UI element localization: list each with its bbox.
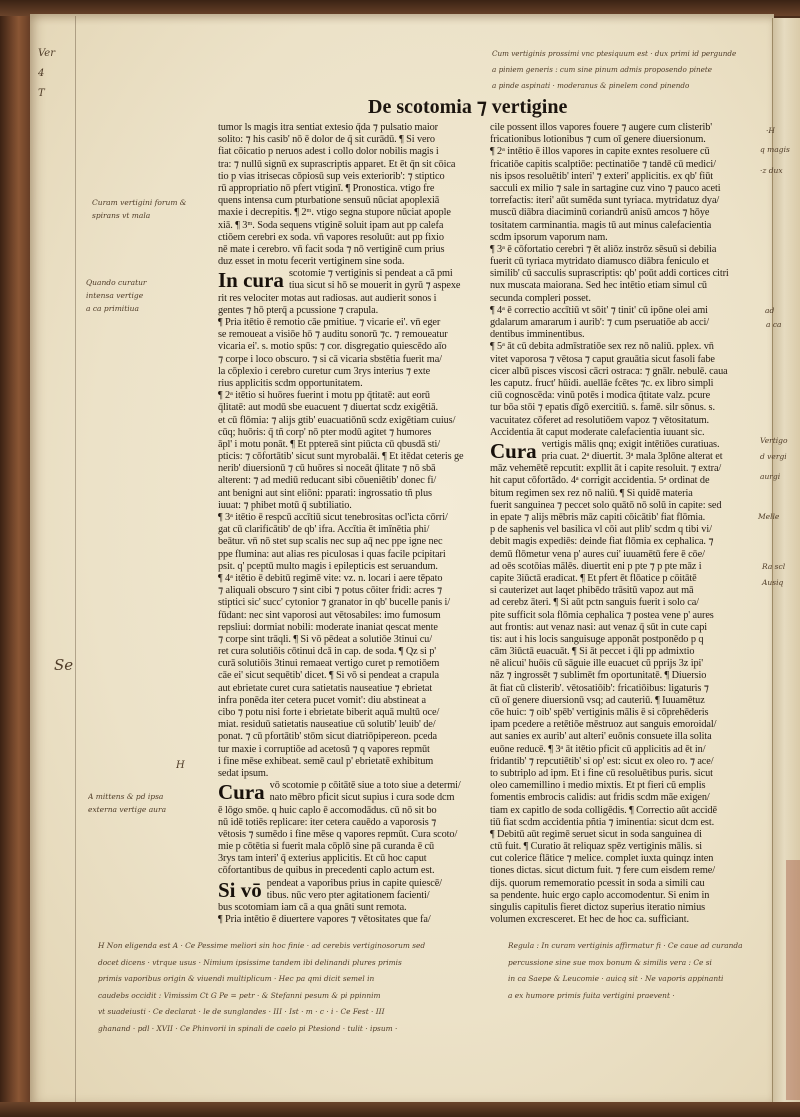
text-line: et cū flōmia: ⁊ alijs gtib' euacuatiōnū scdz exigētiam cuius/ — [218, 414, 456, 426]
right-text-column — [490, 122, 756, 932]
text-line: ad oēs scotōias mālēs. diuertit eni p pte ⁊ p pte māz i — [490, 560, 702, 572]
text-line: cū oī genere diuersionū vsq; ad cauteriū. ¶ Iuuamētuz — [490, 694, 705, 706]
text-line: tur bōa stōi ⁊ epatis dīgō exercitiū. s. famē. silr sōnus. s. — [490, 402, 715, 414]
text-line: dijs. quorum rememoratio pcessit in soda a simili cau — [490, 877, 705, 889]
text-line: Accidentia āt caput moderate calefacientia iuuant sic. — [490, 426, 705, 438]
text-line: miat. residuū satietatis nauseatiue cū solutib' leuib' de/ — [218, 719, 436, 731]
text-line: vicaria ei'. s. motio spūs: ⁊ cor. disgregatio quiescēdo aīo — [218, 341, 447, 353]
handwritten-line: in ca Saepe & Leucomie · auicq sit · Ne vaporis appinanti — [508, 974, 724, 983]
book-binding — [0, 0, 34, 1117]
text-line: solito: ⁊ his casib' nō ē dolor de q̄ sit curādū. ¶ Si vero — [218, 134, 435, 146]
drop-initial: Cura — [218, 780, 265, 805]
handwritten-line: Regula : In curam vertiginis affirmatur fi · Ce caue ad curanda — [508, 941, 743, 950]
text-line: oleo camemillino i medio mixtis. Et pt fieri cū emplis — [490, 780, 706, 792]
text-line: aut frontis: aut venaz nasi: aut venaz q̄ sūt in cute capi — [490, 621, 708, 633]
marginal-note-left-4 — [88, 790, 203, 816]
text-line: ciū cognoscēda: vinū potēs i modica q̄titate valz. pcure — [490, 390, 711, 402]
text-line: ctū fuit. ¶ Curatio āt reliquaz spēz vertiginis mālis. si — [490, 841, 703, 853]
initial-paragraph — [218, 780, 484, 804]
text-line: cile possent illos vapores fouere ⁊ augere cum clisterib' — [490, 122, 713, 133]
text-line: ponat. ⁊ cū pfortātib' stōm sicut diatriōpipereon. pceda — [218, 731, 437, 743]
drop-initial: Si vō — [218, 877, 262, 902]
text-line: ē lōgo smōe. q huic caplo ē accomodādus. cū nō sit bo — [218, 804, 437, 816]
right-margin-note: Ra scl — [762, 562, 786, 571]
text-line: fridantib' ⁊ repcutiētib' si op' est: sicut ex oleo ro. ⁊ ace/ — [490, 755, 714, 767]
text-line: tumor ls magis itra sentiat extesio q̄da ⁊ pulsatio maior — [218, 122, 439, 133]
text-line: sedat ipsum. — [218, 767, 269, 779]
text-line: maxie i decrepitis. ¶ 2ᵐ. vtigo segna stupore nūciat apople — [218, 207, 451, 219]
text-line: ⁊ aliquali obscuro ⁊ sint cibi ⁊ potus cōiter fridi: acres ⁊ — [218, 585, 443, 597]
text-line: ⁊ corpe i loco obscuro. ⁊ si cā vicaria sbstētia fuerit ma/ — [218, 353, 442, 365]
text-line: infra ponēda iter cetera pucet vomit': diu abstineat a — [218, 694, 427, 706]
text-line: ¶ Debitū aūt regimē seruet sicut in soda sanguinea di — [490, 828, 702, 840]
text-line: pite sufficit sola flōmia cephalica ⁊ postea vene p' aures — [490, 609, 714, 621]
handwritten-line: spirans vt mala — [92, 211, 151, 220]
handwritten-line: Ver — [38, 48, 56, 59]
handwritten-line: intensa vertige — [86, 291, 144, 300]
text-line: māz vehemētē repcutit: expllit āt i capite resoluit. ⁊ extra/ — [490, 463, 722, 475]
text-line: ¶ 3ᵃ ē cōfortatio cerebri ⁊ ēt aliōz instrōz sēsuū si debilia — [490, 243, 717, 255]
text-line: repsliui: dormiat nobili: moderate inaniat qescat mente — [218, 621, 438, 633]
marginal-note-left-2 — [86, 276, 204, 315]
text-line: ¶ 2ᵃ itētio si huōres fuerint i motu pp q̄titatē: aut eorū — [218, 390, 430, 402]
right-margin-note: Ausiq — [762, 578, 784, 587]
text-line: vō scotomie p cōitātē siue a toto siue a determi/ — [269, 780, 461, 792]
text-line: fiat cōicatio p neruos adest i collo dolor nobilis magis i — [218, 146, 439, 158]
text-line: pendeat a vaporibus prius in capite quiescē/ — [266, 877, 442, 889]
text-line: euōne reducē. ¶ 3ᵃ āt itētio pficit cū applicitis ad ēt in/ — [490, 743, 706, 755]
text-line: ¶ Pria intētio ē diuertere vapores ⁊ vētositates que fa/ — [218, 914, 431, 926]
text-line: fricationibus lotionibus ⁊ cum oī genere diuersionum. — [490, 134, 706, 146]
text-line: cibo ⁊ potu nisi forte i ebrietate biberit aquā multū oce/ — [218, 707, 440, 719]
text-line: muscū diābra diaciminū coriandrū anisū amcos ⁊ hōye — [490, 207, 710, 219]
chapter-heading: De scotomia ⁊ vertigine — [368, 96, 568, 118]
text-line: stiptici sic' succ' cytonior ⁊ granator in qb' bucelle panis i/ — [218, 597, 451, 609]
initial-paragraph-lines — [289, 268, 484, 292]
left-text-column — [218, 122, 484, 932]
text-line: ¶ 4ᵃ ē correctio accītiū vt sōit' ⁊ tinit' cū ipōne olei ami — [490, 304, 708, 316]
text-line: i fine mēse exhibeat. semē caul p' ebrietatē exhibitum — [218, 755, 434, 767]
text-line: ¶ 3ᵃ itētio ē respcū accītiū sicut tenebrositas ocl'icta cōrri/ — [218, 512, 448, 524]
text-line: fuerit sanguinea ⁊ peccet solo quātō nō solū in capite: sed — [490, 499, 722, 511]
text-line: volumen excresceret. Et hec de hoc ca. sufficiant. — [490, 914, 689, 926]
text-line: iuuat: ⁊ phibet motū q̄ subtiliatio. — [218, 499, 352, 511]
text-line: rit res velociter motas aut radiosas. aut audierit sonos i — [218, 292, 437, 304]
handwritten-line: ghanand · pdl · XVII · Ce Phinvorii in spinali de caelo pi Ptesiond · tulit · ipsum · — [98, 1023, 398, 1033]
text-line: nerib' diuersionū ⁊ cū huōres si noceāt q̄litate ⁊ nō sbā — [218, 463, 436, 475]
text-line: cāe ei' sicut sequētib' dicet. ¶ Si vō si pendeat a crapula — [218, 670, 439, 682]
drop-initial: Cura — [490, 438, 537, 463]
text-line: cōfortantibus de quibus in precedenti caplo actum est. — [218, 865, 435, 877]
text-line: scdm ipsorum vaporum nam. — [490, 231, 608, 243]
text-line: āpl' i motu ponāt. ¶ Et pptereā sint piūcta cū qbusdā sti/ — [218, 438, 441, 450]
text-line: aut ebrietate curet cura satietatis nauseatiue ⁊ ebrietat — [218, 682, 433, 694]
right-margin-note: Melle — [758, 512, 780, 521]
text-line: q̄litatē: aut modū sbe euacuent ⁊ diuertat scdz exigētiā. — [218, 402, 438, 414]
handwritten-line: T — [38, 88, 45, 99]
text-line: demū flōmetur vena p' aures cui' iuuamētū fere ē cōe/ — [490, 548, 705, 560]
text-line: scotomie ⁊ vertiginis si pendeat a cā pmi — [288, 268, 453, 280]
text-line: tiū fiat scdm accidentia pñtia ⁊ iminentia: sicut dcm est. — [490, 816, 715, 828]
text-line: p de saphenis vel basilica vl cōi aut plib' scdm q tibi vi/ — [490, 524, 712, 536]
text-line: alterent: ⁊ ad mediū reducant sibi cōueniētib' donec fi/ — [218, 475, 437, 487]
handwritten-line: Curam vertigini forum & — [92, 198, 187, 207]
edge-stain — [786, 860, 800, 1100]
text-line: mie p cōtētia si fuerit mala cōplō sine pā curanda ē cū — [218, 841, 435, 853]
text-line: vacuitatez cōferet ad resolutiōem vapoz ⁊ vētositatum. — [490, 414, 710, 426]
text-line: tiua sicut si hō se mouerit in gyrū ⁊ aspexe — [288, 280, 461, 292]
text-line: āt fiat cū clisterib'. vētosatiōib': fricatiōibus: ligaturis ⁊ — [490, 682, 709, 694]
right-margin-note: aurgi — [760, 472, 781, 481]
handwritten-line: percussione sine sue mox bonum & similis vera : Ce si — [508, 957, 712, 967]
text-line: gat cū clarificātib' de qb' ifra. Accītia ēt imīnētia phi/ — [218, 524, 430, 536]
text-line: sacculi ex milio ⁊ sale in sartagine cuz vino ⁊ pauco aceti — [490, 182, 721, 194]
text-line: ipam pcedere a retētiōe mēstruoz aut sanguis emoroidal/ — [490, 719, 717, 731]
text-line: tis: aut i his locis sanguisuge apponāt postponēdo p q — [490, 633, 704, 645]
text-line: quens intensa cum pturbatione sensuū nūciat apoplexiā — [218, 195, 440, 207]
initial-paragraph — [218, 878, 484, 902]
text-line: in epate ⁊ alijs mēbris māz capiti cōicātib' fiat flōmia. — [490, 512, 706, 524]
text-line: fomentis embrocis calidis: aut fridis scdm māe exigen/ — [490, 792, 710, 804]
text-line: torrefactis: iteri' aūt sumēda sunt tyriaca. mytridatuz dya/ — [490, 195, 720, 207]
handwritten-line: a ca primitiua — [86, 304, 139, 313]
text-line: capite 3iūctā eradicat. ¶ Et pfert ēt flōatice p cōitātē — [490, 572, 697, 584]
text-line: xiā. ¶ 3ᵐ. Soda sequens vtiginē soluit ipam aut pp calefa — [218, 219, 444, 231]
handwritten-line: docet dicens · vtrque usus · Nimium ipsissime tandem ibi delinandi plures primis — [98, 957, 402, 967]
right-margin-note: ·z dux — [760, 166, 783, 175]
initial-paragraph-lines — [270, 780, 484, 804]
marginal-note-top-left — [38, 44, 68, 104]
text-line: cut colerice flātice ⁊ melice. complet iuxta quinqz inten — [490, 853, 714, 865]
handwritten-line: caudebs occidit : Vimissim Ct G Pe = petr · & Stefanni pesum & pi ppinnim — [98, 990, 381, 1000]
text-line: similib' cū sacculis suprascriptis: qb' poūt addi cortices citri — [490, 268, 729, 280]
drop-initial: In cura — [218, 268, 284, 293]
text-line: tur maxie i corruptiōe ad acetosū ⁊ q vapores repmūt — [218, 743, 430, 755]
text-line: tiones dictas. sicut dictum fuit. ⁊ fere cum eisdem reme/ — [490, 865, 716, 877]
marginal-mark: H — [176, 760, 185, 771]
text-line: nato mēbro pficit sicut supius i cura sode dcm — [269, 792, 455, 804]
initial-paragraph-lines — [267, 878, 484, 902]
text-line: la cōplexio i cerebro curetur cum 3rys interius ⁊ exte — [218, 365, 431, 377]
text-line: to subtriplo ad ipm. Et i fine cū resoluētibus puris. sicut — [490, 767, 713, 779]
initial-paragraph — [218, 268, 484, 292]
text-line: tibus. nūc vero pter agitationem facienti/ — [266, 889, 430, 901]
text-line: ¶ 5ᵃ āt cū debita admīstratiōe sex rez nō naliū. pplex. vn̄ — [490, 341, 714, 353]
right-margin-note: ad — [765, 306, 775, 315]
text-line: ant benigni aut sint eliōni: pparati: ingrossatio tñ plus — [218, 487, 432, 499]
text-line: fuerit cū tyriaca mytridato diamusco diābra feniculo et — [490, 256, 709, 268]
marginal-note-bottom-left — [98, 938, 498, 1037]
handwritten-line: Cum vertiginis prossimi vnc ptesiquum est · dux primi id pergunde — [492, 49, 737, 58]
handwritten-line: a piniem generis : cum sine pinum admis proposendo pinete — [492, 65, 713, 74]
text-line: ¶ Pria itētio ē remotio cāe pmitiue. ⁊ vicarie ei'. vn̄ eger — [218, 317, 441, 329]
text-line: bus scotomiam iam cā a qua gnāti sunt remota. — [218, 902, 407, 914]
text-line: secunda compleri posset. — [490, 292, 591, 304]
text-line: cicer albū pisces viscosi cācri ostraca: ⁊ gnālr. nebulē. caua — [490, 365, 728, 377]
text-line: vētosis ⁊ sumēdo i fine mēse q vapores repmūt. Cura scoto/ — [218, 828, 458, 840]
text-line: ret cura solutiōis cōtinui dcā in cap. de soda. ¶ Qz si p' — [218, 646, 437, 658]
text-line: tio p vias itrisecas cōpiosū sup veis exteriorib': ⁊ stiptico — [218, 170, 445, 182]
handwritten-line: a ex humore primis fuita vertigini praevent · — [508, 990, 675, 1000]
right-margin-note: a ca — [766, 320, 782, 329]
text-line: cūq; huōris: q̄ tñ corp' nō pter modū agitet ⁊ humores — [218, 426, 432, 438]
text-line: aut sanies ex aurib' aut alteri' euōnis consuete illa solita — [490, 731, 712, 743]
right-margin-note: Vertigo — [760, 436, 788, 445]
text-line: rius applicitis scdm opportunitatem. — [218, 377, 363, 389]
text-line: rū appropriatio nō pfert vtiginī. ¶ Pronostica. vtigo fre — [218, 182, 435, 194]
text-line: vitet vaporosa ⁊ vētosa ⁊ caput grauātia sicut fasoli fabe — [490, 353, 715, 365]
handwritten-line: 4 — [38, 68, 45, 79]
text-line: nē alicui' huōis cū sāguie ille euacuet cū pprijs 3z ipi' — [490, 658, 704, 670]
text-line: tiam ex capitlo de soda colligēdis. ¶ Correctio aūt accidē — [490, 804, 718, 816]
text-line: nāz ⁊ ingrossēt ⁊ sublimēt fm oportunitatē. ¶ Diuersio — [490, 670, 707, 682]
text-line: ⁊ corpe sint trāqli. ¶ Si vō pēdeat a solutiōe 3tinui cu/ — [218, 633, 432, 645]
initial-paragraph-lines — [542, 439, 756, 463]
text-line: singulis capitulis fieret dictoz superius iteratio nimius — [490, 902, 706, 914]
text-line: tra: ⁊ nullū signū ex suprascriptis apparet. Et ēt q̄n sit cōica — [218, 158, 456, 170]
right-margin-note: ·H — [766, 126, 775, 135]
text-line: hit caput cōfortādo. 4ᵃ corrigit accidentia. 5ᵃ ordinat de — [490, 475, 710, 487]
text-line: tositatem carminantia. magis tū aut minus calefacientia — [490, 219, 712, 231]
text-line: gdalarum amararum i aurib': ⁊ cum pseruatiōe ab acci/ — [490, 317, 709, 328]
gutter-fold-line — [75, 16, 76, 1102]
text-line: gentes ⁊ hō pterq̄ a pcussione ⁊ crapula. — [218, 304, 379, 316]
handwritten-line: primis vaporibus origin & viuendi multiplicum · Hec pa qmi dicit semel in — [98, 974, 375, 983]
binding-bottom-edge — [0, 1102, 800, 1117]
right-margin-note: d vergi — [760, 452, 787, 461]
text-line: ctiōem cerebri ex soda. vn̄ vapores resoluūt: aut pp fixio — [218, 231, 444, 243]
text-line: cām 3iūctā euacuāt. ¶ Si āt peccet i q̄li pp admixtio — [490, 646, 695, 658]
text-line: pria cuat. 2ᵃ diuertit. 3ᵃ mala 3plōne alterat et — [541, 451, 723, 463]
marginal-note-left-3: Se — [54, 656, 74, 674]
marginal-note-top-right — [492, 46, 764, 94]
text-line: pticis: ⁊ cōfortātib' sicut sunt myrobalāi. ¶ Et itēdat ceteris ge — [218, 451, 464, 463]
right-margin-note: q magis — [760, 145, 790, 154]
text-line: bitum regimen sex rez nō naliū. ¶ Si quidē materia — [490, 487, 693, 499]
text-line: nux muscata maiorana. Sed hec intētio etiam simul cū — [490, 280, 707, 292]
text-line: dentibus imminentibus. — [490, 329, 585, 341]
handwritten-line: vt suadeiusti · Ce declarat · le de sunglandes · III · Ist · m · c · i · Ce Fest · III — [98, 1007, 385, 1016]
marginal-note-bottom-right — [508, 938, 764, 1004]
text-line: ad cerebz āteri. ¶ Si aūt pctn sanguis fuerit i solo ca/ — [490, 597, 699, 609]
text-line: nis ipsos resoluētib' interi' ⁊ exteri' applicitis. ex qb' fiūt — [490, 170, 714, 182]
text-line: nū idē totiēs replicare: iter cetera cauēdo a vaporosis ⁊ — [218, 816, 437, 828]
handwritten-line: externa vertige aura — [88, 805, 167, 814]
text-line: nē mate i cerebro. vn̄ facit soda ⁊ nō vertiginē cum prius — [218, 243, 445, 255]
text-line: ¶ 2ᵃ intētio ē illos vapores in capite exntes resoluere cū — [490, 146, 710, 158]
text-line: ppe flumina: aut alias res piculosas i quas facile pcipitari — [218, 548, 446, 560]
text-line: fricatiōe capitis scalptiōe: pectinatiōe ⁊ tandē cū medici/ — [490, 158, 716, 170]
text-line: se remoueat a visiōe hō ⁊ auditu sonorū ⁊c. ⁊ remoueatur — [218, 329, 448, 341]
marginal-note-left-1 — [92, 196, 210, 222]
handwritten-line: Quando curatur — [86, 278, 147, 287]
initial-paragraph — [490, 439, 756, 463]
text-line: psit. q' pceptū multo magis i epilepticis est seruandum. — [218, 560, 438, 572]
text-line: sa pendente. huic ergo caplo accomodentur. Si enim in — [490, 889, 710, 901]
text-line: 3rys tam interi' q̄ exterius applicitis. Et cū hoc caput — [218, 853, 427, 865]
text-line: cōe huic: ⁊ oib' spēb' vertiginis mālis ē si cōprehēderis — [490, 707, 709, 719]
handwritten-line: a pinde aspinati · moderanus & pinelem cond pinendo — [492, 81, 690, 90]
handwritten-line: H Non eligenda est A · Ce Pessime meliori sin hoc finie · ad cerebis vertiginosorum sed — [98, 941, 426, 950]
text-line: les caputz. fruct' hūidi. auellāe fcētes ⁊c. ex libro simpli — [490, 377, 714, 389]
handwritten-line: A mittens & pd ipsa — [88, 792, 164, 801]
text-line: ¶ 4ᵃ itētio ē debitū regimē vite: vz. n. locari i aere tēpato — [218, 572, 443, 584]
text-line: debit magis expediēs: deinde fiat flōmia ex cephalica. ⁊ — [490, 536, 714, 548]
text-line: duz esset in motu fecerit vertiginem sine soda. — [218, 256, 405, 268]
text-line: vertigis mālis qnq; exigit intētiōes curatiuas. — [541, 438, 720, 450]
text-line: curā solutiōis 3tinui remaeat vertigo curet p remotiōem — [218, 658, 440, 670]
text-line: beātur. vn̄ nō stet sup scalis nec sup aq̄ nec ppe igne nec — [218, 536, 443, 548]
text-line: si cauterizet aut laqet phibēdo trāsitū vapoz aut mā — [490, 585, 694, 597]
text-line: fūdant: nec sint vaporosi aut vētosabiles: imo fumosum — [218, 609, 441, 621]
